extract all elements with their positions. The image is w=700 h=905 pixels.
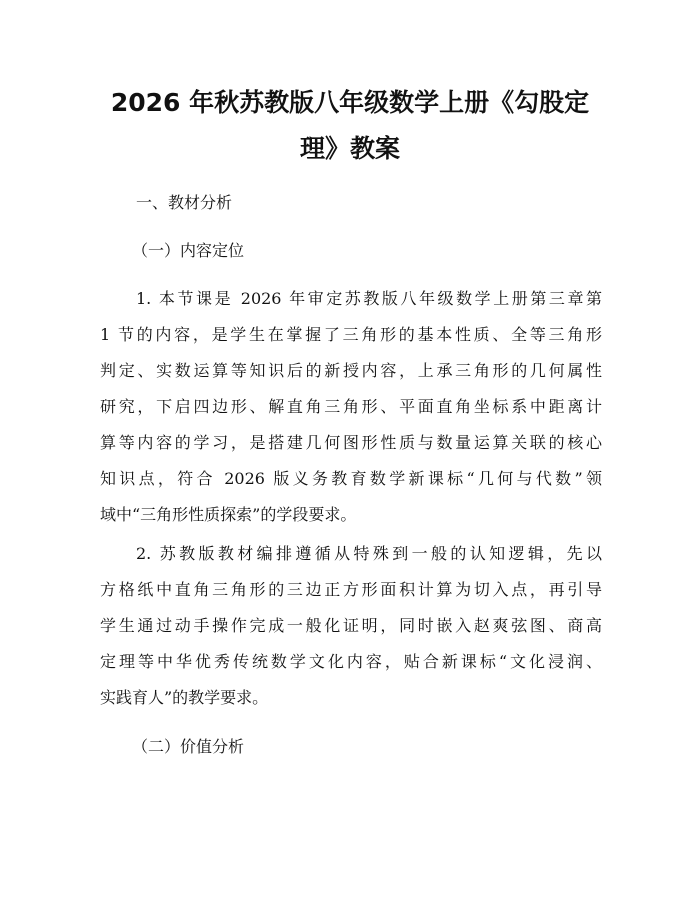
subsection-heading-content-positioning: （一）内容定位: [132, 241, 245, 260]
paragraph-1-line: 1 节的内容，是学生在掌握了三角形的基本性质、全等三角形: [100, 325, 602, 344]
paragraph-2-line: 2. 苏教版教材编排遵循从特殊到一般的认知逻辑，先以: [136, 544, 602, 563]
paragraph-2-line: 实践育人”的教学要求。: [100, 688, 269, 707]
paragraph-1: [100, 281, 602, 533]
paragraph-2-line: 方格纸中直角三角形的三边正方形面积计算为切入点，再引导: [100, 580, 602, 599]
paragraph-1-line: 判定、实数运算等知识后的新授内容，上承三角形的几何属性: [100, 361, 602, 380]
paragraph-1-line: 知识点，符合 2026 版义务教育数学新课标“几何与代数”领: [100, 469, 602, 488]
paragraph-2: [100, 536, 602, 716]
subsection-heading-value-analysis: （二）价值分析: [132, 737, 245, 756]
paragraph-1-line: 研究，下启四边形、解直角三角形、平面直角坐标系中距离计: [100, 397, 602, 416]
document-title-line-2: 理》教案: [299, 134, 400, 163]
paragraph-2-line: 定理等中华优秀传统数学文化内容，贴合新课标“文化浸润、: [100, 652, 602, 671]
paragraph-1-line: 1. 本节课是 2026 年审定苏教版八年级数学上册第三章第: [136, 289, 602, 308]
paragraph-1-line: 算等内容的学习，是搭建几何图形性质与数量运算关联的核心: [100, 433, 602, 452]
paragraph-1-line: 域中“三角形性质探索”的学段要求。: [100, 505, 357, 524]
document-title-line-1: 2026 年秋苏教版八年级数学上册《勾股定: [110, 88, 590, 117]
paragraph-2-line: 学生通过动手操作完成一般化证明，同时嵌入赵爽弦图、商高: [100, 616, 602, 635]
section-heading-textbook-analysis: 一、教材分析: [136, 193, 233, 212]
